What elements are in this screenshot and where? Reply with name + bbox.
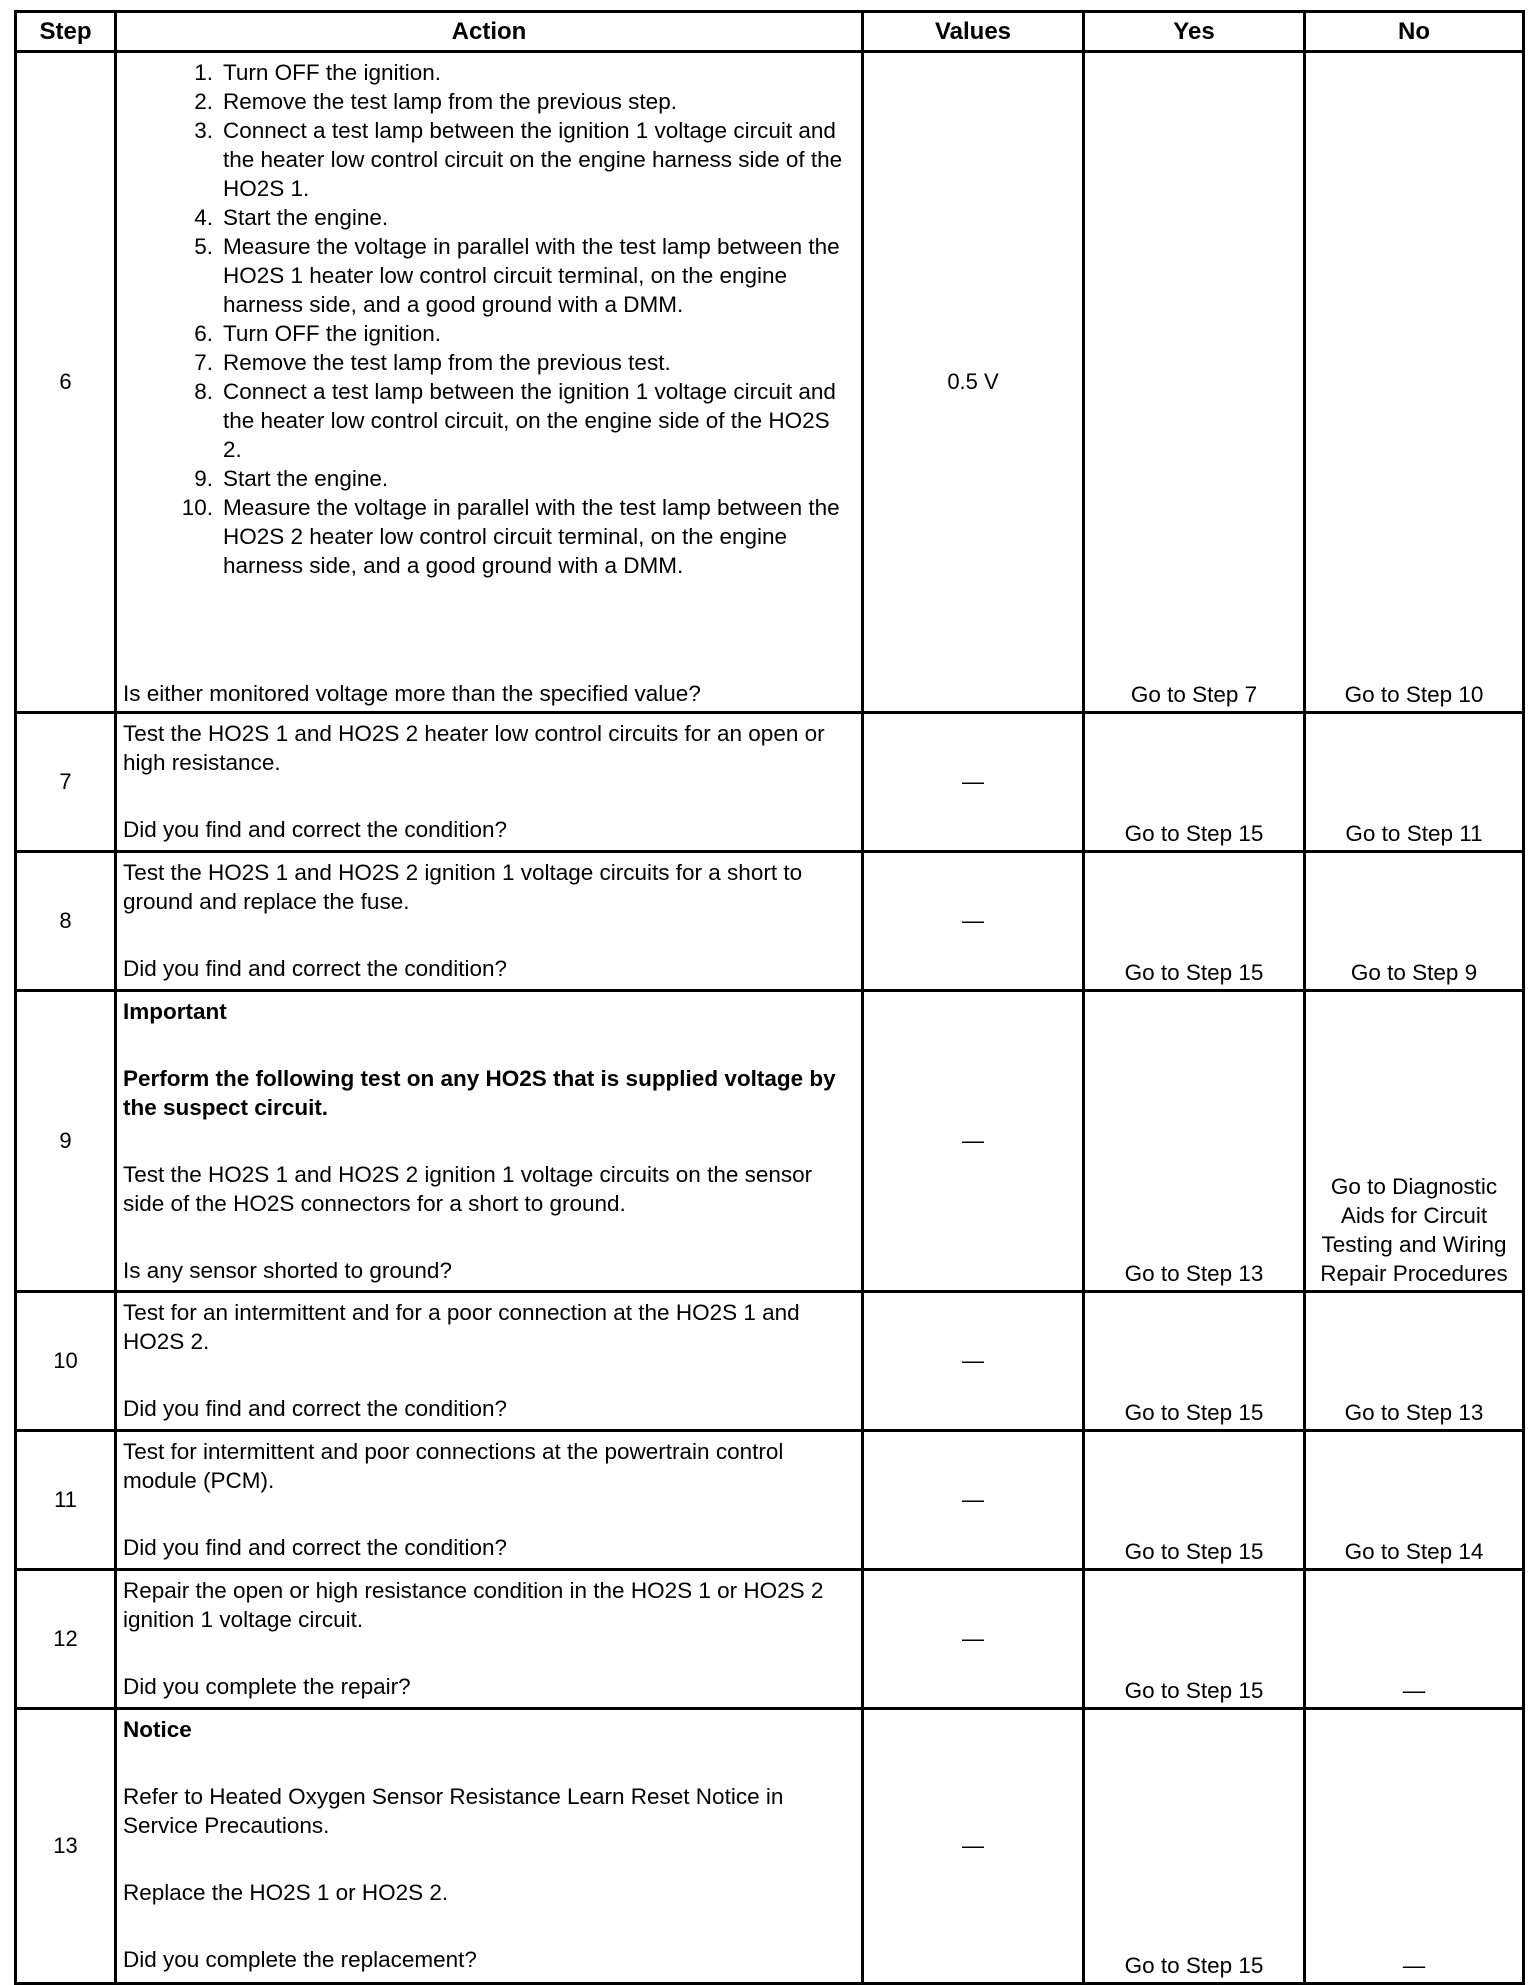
- table-row-step-12: [16, 1570, 1524, 1709]
- value-cell: —: [863, 852, 1084, 991]
- yes-cell: Go to Step 7: [1084, 52, 1305, 713]
- procedure-item: Connect a test lamp between the ignition 1 voltage circuit and the heater low control circuit on the engine harness side of the HO2S 1.: [223, 118, 843, 201]
- step-number: 10: [16, 1292, 116, 1431]
- no-cell: —: [1305, 1709, 1524, 1984]
- procedure-item: Start the engine.: [223, 205, 389, 230]
- action-cell: [116, 1431, 863, 1570]
- action-text: Repair the open or high resistance condition in the HO2S 1 or HO2S 2 ignition 1 voltage circuit.: [123, 1578, 824, 1632]
- question-text: Did you complete the repair?: [123, 1674, 411, 1699]
- table-row-step-6: [16, 52, 1524, 713]
- value-cell: 0.5 V: [863, 52, 1084, 713]
- action-cell: [116, 852, 863, 991]
- header-row: [16, 12, 1524, 52]
- step-number: 9: [16, 991, 116, 1292]
- header-values: Values: [863, 12, 1084, 52]
- step-number: 11: [16, 1431, 116, 1570]
- procedure-item: Measure the voltage in parallel with the test lamp between the HO2S 2 heater low control circuit terminal, on the engine harness side, and a good ground with a DMM.: [223, 495, 840, 578]
- table-row-step-10: [16, 1292, 1524, 1431]
- yes-cell: Go to Step 15: [1084, 1431, 1305, 1570]
- action-text: Test the HO2S 1 and HO2S 2 ignition 1 voltage circuits for a short to ground and replace the fuse.: [123, 860, 803, 914]
- no-cell: —: [1305, 1570, 1524, 1709]
- action-text: Test for intermittent and poor connections at the powertrain control module (PCM).: [123, 1439, 784, 1493]
- important-heading: Important: [123, 999, 227, 1024]
- question-text: Is any sensor shorted to ground?: [123, 1258, 452, 1283]
- yes-cell: Go to Step 15: [1084, 1570, 1305, 1709]
- important-text: Perform the following test on any HO2S that is supplied voltage by the suspect circuit.: [123, 1066, 836, 1120]
- value-cell: —: [863, 1709, 1084, 1984]
- procedure-item: Remove the test lamp from the previous test.: [223, 350, 671, 375]
- question-text: Is either monitored voltage more than the specified value?: [123, 681, 701, 706]
- value-cell: —: [863, 1292, 1084, 1431]
- yes-cell: Go to Step 13: [1084, 991, 1305, 1292]
- table-row-step-11: [16, 1431, 1524, 1570]
- no-cell: Go to Step 13: [1305, 1292, 1524, 1431]
- step-number: 7: [16, 713, 116, 852]
- notice-heading: Notice: [123, 1717, 192, 1742]
- no-cell: Go to Step 10: [1305, 52, 1524, 713]
- action-text: Replace the HO2S 1 or HO2S 2.: [123, 1880, 449, 1905]
- notice-text: Refer to Heated Oxygen Sensor Resistance Learn Reset Notice in Service Precautions.: [123, 1784, 784, 1838]
- action-cell: [116, 1709, 863, 1984]
- step-number: 8: [16, 852, 116, 991]
- action-text: Test the HO2S 1 and HO2S 2 ignition 1 voltage circuits on the sensor side of the HO2S connectors for a short to ground.: [123, 1162, 813, 1216]
- no-cell: Go to Step 9: [1305, 852, 1524, 991]
- procedure-item: Turn OFF the ignition.: [223, 321, 442, 346]
- diagnostic-table: [14, 10, 1525, 1985]
- procedure-item: Start the engine.: [223, 466, 389, 491]
- step-number: 12: [16, 1570, 116, 1709]
- action-cell: [116, 52, 863, 713]
- value-cell: —: [863, 1570, 1084, 1709]
- header-action: Action: [116, 12, 863, 52]
- header-no: No: [1305, 12, 1524, 52]
- step-number: 13: [16, 1709, 116, 1984]
- table-row-step-9: [16, 991, 1524, 1292]
- procedure-item: Measure the voltage in parallel with the test lamp between the HO2S 1 heater low control circuit terminal, on the engine harness side, and a good ground with a DMM.: [223, 234, 840, 317]
- action-cell: [116, 991, 863, 1292]
- question-text: Did you find and correct the condition?: [123, 1535, 507, 1560]
- header-yes: Yes: [1084, 12, 1305, 52]
- action-cell: [116, 713, 863, 852]
- question-text: Did you find and correct the condition?: [123, 817, 507, 842]
- question-text: Did you find and correct the condition?: [123, 1396, 507, 1421]
- procedure-list: [123, 58, 853, 580]
- table-row-step-7: [16, 713, 1524, 852]
- question-text: Did you complete the replacement?: [123, 1947, 477, 1972]
- action-cell: [116, 1292, 863, 1431]
- table-row-step-8: [16, 852, 1524, 991]
- value-cell: —: [863, 1431, 1084, 1570]
- no-cell: Go to Diagnostic Aids for Circuit Testing and Wiring Repair Procedures: [1305, 991, 1524, 1292]
- action-text: Test the HO2S 1 and HO2S 2 heater low control circuits for an open or high resistance.: [123, 721, 825, 775]
- value-cell: —: [863, 991, 1084, 1292]
- action-cell: [116, 1570, 863, 1709]
- yes-cell: Go to Step 15: [1084, 1292, 1305, 1431]
- action-text: Test for an intermittent and for a poor connection at the HO2S 1 and HO2S 2.: [123, 1300, 800, 1354]
- procedure-item: Connect a test lamp between the ignition 1 voltage circuit and the heater low control circuit, on the engine side of the HO2S 2.: [223, 379, 836, 462]
- value-cell: —: [863, 713, 1084, 852]
- step-number: 6: [16, 52, 116, 713]
- procedure-item: Remove the test lamp from the previous step.: [223, 89, 677, 114]
- procedure-item: Turn OFF the ignition.: [223, 60, 442, 85]
- yes-cell: Go to Step 15: [1084, 852, 1305, 991]
- no-cell: Go to Step 11: [1305, 713, 1524, 852]
- table-row-step-13: [16, 1709, 1524, 1984]
- yes-cell: Go to Step 15: [1084, 1709, 1305, 1984]
- question-text: Did you find and correct the condition?: [123, 956, 507, 981]
- no-cell: Go to Step 14: [1305, 1431, 1524, 1570]
- yes-cell: Go to Step 15: [1084, 713, 1305, 852]
- header-step: Step: [16, 12, 116, 52]
